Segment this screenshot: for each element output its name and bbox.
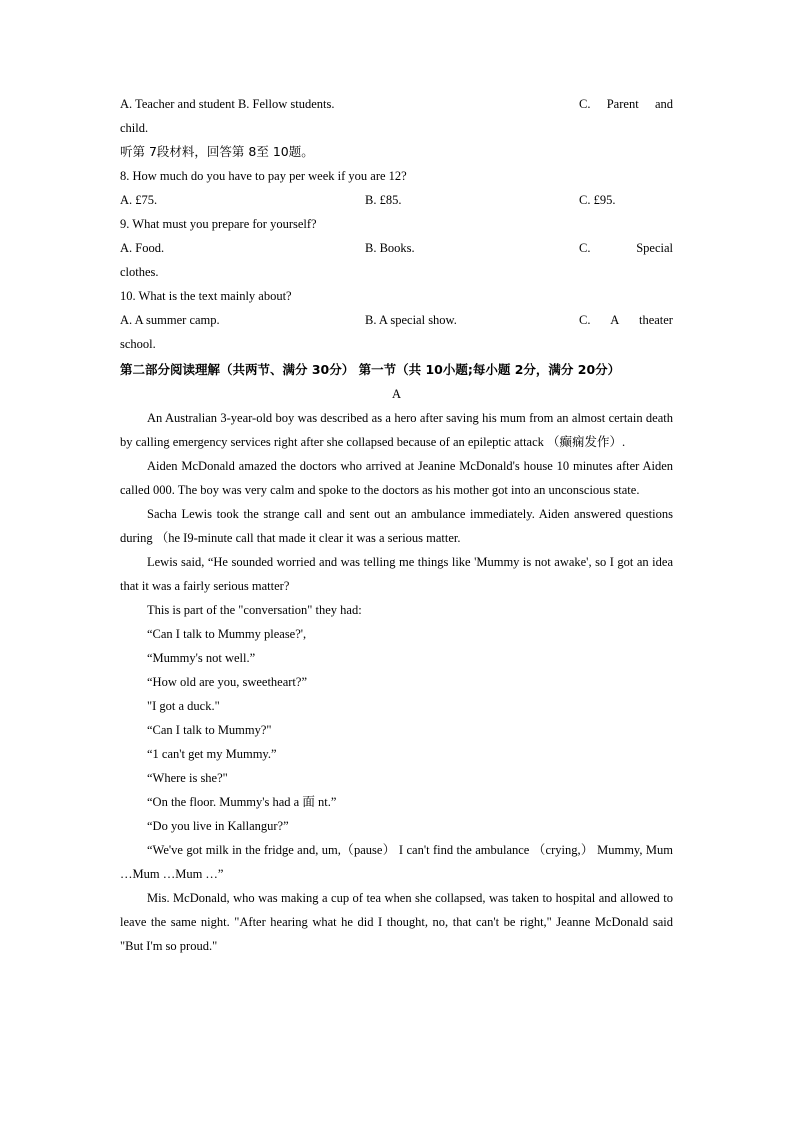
q9-options-row — [120, 236, 673, 260]
document-page — [120, 92, 673, 958]
dialogue-line-3: “How old are you, sweetheart?” — [147, 675, 307, 689]
q7-option-a-b: A. Teacher and student B. Fellow students. — [120, 97, 335, 111]
dialogue-line-1: “Can I talk to Mummy please?', — [147, 627, 307, 641]
q10-option-c: C. A theater — [579, 313, 673, 327]
q10-option-c-wrap: school. — [120, 337, 156, 351]
q10-question: 10. What is the text mainly about? — [120, 289, 292, 303]
q8-question: 8. How much do you have to pay per week if you are 12? — [120, 169, 407, 183]
q9-option-b: B. Books. — [365, 241, 415, 255]
q9-question: 9. What must you prepare for yourself? — [120, 217, 317, 231]
part2-heading: 第二部分阅读理解（共两节、满分 30分） 第一节（共 10小题;每小题 2分，满分 20分） — [120, 362, 621, 377]
section7-heading: 听第 7段材料，回答第 8至 10题。 — [120, 144, 314, 159]
dialogue-line-2: “Mummy's not well.” — [147, 651, 256, 665]
closing-paragraph-2: Mis. McDonald, who was making a cup of tea when she collapsed, was taken to hospital and allowed to leave the same night. "After hearing what he did I thought, no, that can't be right," Jeanne McDonald said "But I'm so proud." — [120, 891, 673, 953]
dialogue-line-7: “Where is she?" — [147, 771, 228, 785]
q10-options-row — [120, 308, 673, 332]
dialogue-line-4: "I got a duck." — [147, 699, 220, 713]
q7-option-c: C. Parent and — [579, 97, 673, 111]
q10-option-b: B. A special show. — [365, 313, 457, 327]
dialogue-line-5: “Can I talk to Mummy?" — [147, 723, 272, 737]
q8-options-row — [120, 188, 673, 212]
paragraph-3: Sacha Lewis took the strange call and sent out an ambulance immediately. Aiden answered questions during （he I9-minute call that made it clear it was a serious matter. — [120, 507, 673, 545]
dialogue-line-6: “1 can't get my Mummy.” — [147, 747, 277, 761]
dialogue-line-9: “Do you live in Kallangur?” — [147, 819, 289, 833]
q9-option-a: A. Food. — [120, 241, 165, 255]
dialogue-line-8: “On the floor. Mummy's had a 面 nt.” — [147, 795, 337, 809]
q9-option-c-wrap: clothes. — [120, 265, 159, 279]
paragraph-2: Aiden McDonald amazed the doctors who arrived at Jeanine McDonald's house 10 minutes after Aiden called 000. The boy was very calm and spoke to the doctors as his mother got into an unconscious state. — [120, 459, 673, 497]
q10-option-a: A. A summer camp. — [120, 313, 220, 327]
q8-option-c: C. £95. — [579, 193, 616, 207]
q7-options-row — [120, 92, 673, 116]
closing-paragraph-1: “We've got milk in the fridge and, um,（pause） I can't find the ambulance （crying,） Mummy, Mum …Mum …Mum …” — [120, 843, 673, 881]
q9-option-c: C. Special — [579, 241, 673, 255]
paragraph-4: Lewis said, “He sounded worried and was telling me things like 'Mummy is not awake', so I got an idea that it was a fairly serious matter? — [120, 555, 673, 593]
q8-option-b: B. £85. — [365, 193, 402, 207]
q7-option-c-wrap: child. — [120, 121, 149, 135]
passage-label: A — [391, 387, 402, 401]
q8-option-a: A. £75. — [120, 193, 158, 207]
paragraph-5: This is part of the "conversation" they had: — [147, 603, 362, 617]
paragraph-1: An Australian 3-year-old boy was described as a hero after saving his mum from an almost certain death by calling emergency services right after she collapsed because of an epileptic attack （癫痫发作）. — [120, 411, 673, 449]
